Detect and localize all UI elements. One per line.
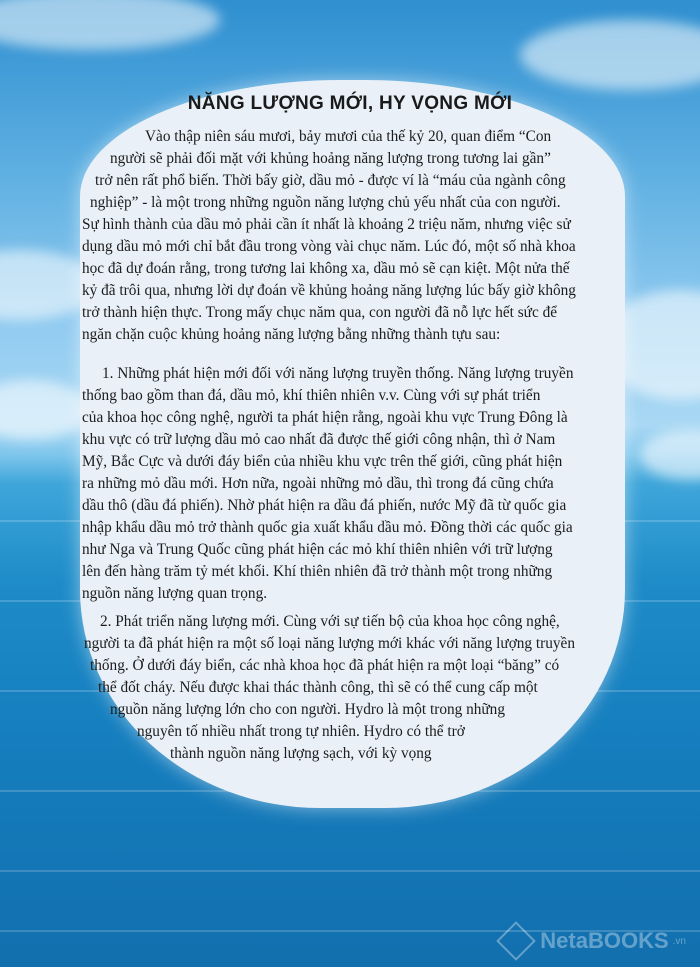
text-line: học đã dự đoán rằng, trong tương lai không xa, dầu mỏ sẽ cạn kiệt. Một nửa thế: [82, 260, 570, 277]
watermark-suffix: .vn: [672, 935, 686, 947]
text-line: ra những mỏ dầu mới. Hơn nữa, ngoài những mỏ dầu, thì trong đá cũng chứa: [82, 475, 554, 492]
text-line: thành nguồn năng lượng sạch, với kỳ vọng: [170, 745, 432, 762]
text-line: Vào thập niên sáu mươi, bảy mươi của thế kỷ 20, quan điểm “Con: [145, 128, 552, 145]
text-line: kỷ đã trôi qua, nhưng lời dự đoán về khủng hoảng năng lượng lúc bấy giờ không: [82, 282, 576, 299]
logo-icon: [496, 921, 536, 961]
text-line: ngăn chặn cuộc khủng hoảng năng lượng bằng những thành tựu sau:: [82, 326, 501, 343]
text-line: lên đến hàng trăm tỷ mét khối. Khí thiên nhiên đã trở thành một trong những: [82, 563, 553, 580]
text-line: dụng dầu mỏ mới chỉ bắt đầu trong vòng vài chục năm. Lúc đó, một số nhà khoa: [82, 238, 576, 255]
text-line: 2. Phát triển năng lượng mới. Cùng với sự tiến bộ của khoa học công nghệ,: [100, 613, 560, 630]
text-line: nguồn năng lượng quan trọng.: [82, 585, 268, 602]
text-line: trở thành hiện thực. Trong mấy chục năm qua, con người đã nỗ lực hết sức để: [82, 304, 558, 321]
text-line: của khoa học công nghệ, người ta phát hiện rằng, ngoài khu vực Trung Đông là: [82, 409, 568, 426]
text-line: nguồn năng lượng lớn cho con người. Hydro là một trong những: [110, 701, 505, 718]
text-line: khu vực có trữ lượng dầu mỏ cao nhất đã được thế giới công nhận, thì ở Nam: [82, 431, 556, 448]
text-line: nhập khẩu dầu mỏ trở thành quốc gia xuất khẩu dầu mỏ. Đồng thời các quốc gia: [82, 519, 573, 536]
text-line: thống. Ở dưới đáy biển, các nhà khoa học đã phát hiện ra một loại “băng” có: [90, 657, 560, 674]
text-line: dầu thô (dầu đá phiến). Nhờ phát hiện ra dầu đá phiến, nước Mỹ đã từ quốc gia: [82, 497, 567, 514]
text-line: Mỹ, Bắc Cực và dưới đáy biển của nhiều khu vực trên thế giới, cũng phát hiện: [82, 453, 563, 470]
cloud: [640, 430, 700, 480]
cloud: [0, 380, 90, 440]
text-line: trở nên rất phổ biến. Thời bấy giờ, dầu mỏ - được ví là “máu của ngành công: [95, 172, 566, 189]
text-line: 1. Những phát hiện mới đối với năng lượng truyền thống. Năng lượng truyền: [102, 365, 574, 382]
page-title: NĂNG LƯỢNG MỚI, HY VỌNG MỚI: [187, 93, 513, 114]
text-line: thể đốt cháy. Nếu được khai thác thành công, thì sẽ có thể cung cấp một: [98, 679, 538, 696]
cloud: [0, 0, 220, 50]
text-line: người sẽ phải đối mặt với khủng hoảng năng lượng trong tương lai gần”: [110, 150, 551, 167]
text-line: như Nga và Trung Quốc cũng phát hiện các mỏ khí thiên nhiên với trữ lượng: [82, 541, 553, 558]
text-line: thống bao gồm than đá, dầu mỏ, khí thiên nhiên v.v. Cùng với sự phát triển: [82, 387, 541, 404]
text-line: nghiệp” - là một trong những nguồn năng lượng chủ yếu nhất của con người.: [90, 194, 561, 211]
watermark-text: NetaBOOKS: [540, 928, 669, 953]
text-line: nguyên tố nhiều nhất trong tự nhiên. Hydro có thể trở: [137, 723, 465, 740]
text-line: người ta đã phát hiện ra một số loại năng lượng mới khác với năng lượng truyền: [84, 635, 575, 652]
watermark: [502, 927, 686, 955]
cloud: [520, 20, 700, 90]
text-line: Sự hình thành của dầu mỏ phải cần ít nhất là khoảng 2 triệu năm, nhưng việc sử: [82, 216, 571, 233]
